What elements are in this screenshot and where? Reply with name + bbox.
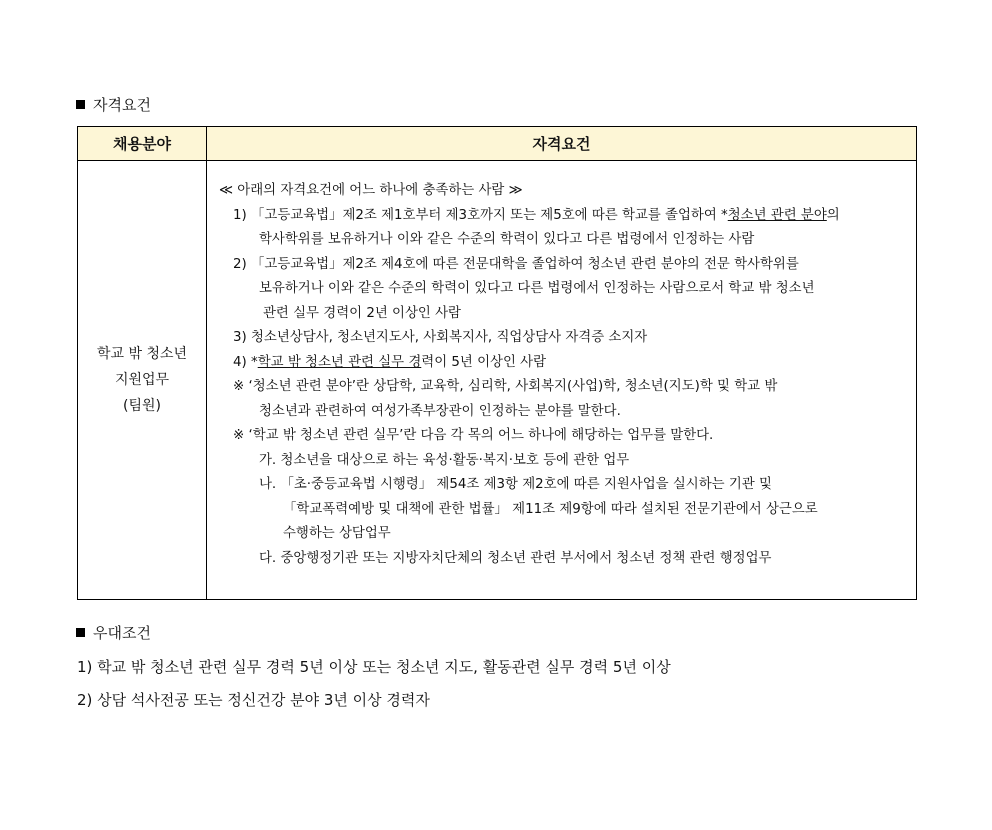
requirements-cell xyxy=(207,161,917,600)
item-2-continuation: 관련 실무 경력이 2년 이상인 사람 xyxy=(263,305,461,321)
preference-heading-text: 우대조건 xyxy=(93,624,151,642)
item-2-continuation: 보유하거나 이와 같은 수준의 학력이 있다고 다른 법령에서 인정하는 사람으로서 학교 밖 청소년 xyxy=(259,281,815,296)
item-1-continuation: 학사학위를 보유하거나 이와 같은 수준의 학력이 있다고 다른 법령에서 인정하는 사람 xyxy=(259,232,755,247)
requirements-table xyxy=(77,126,917,600)
preference-item: 1) 학교 밖 청소년 관련 실무 경력 5년 이상 또는 청소년 지도, 활동관련 실무 경력 5년 이상 xyxy=(77,658,671,676)
note-1-continuation: 청소년과 관련하여 여성가족부장관이 인정하는 분야를 말한다. xyxy=(259,403,621,419)
item-1-text: 1) 「고등교육법」제2조 제1호부터 제3호까지 또는 제5호에 따른 학교를 졸업하여 * xyxy=(233,207,728,223)
table-header-row xyxy=(78,127,917,161)
preference-heading xyxy=(76,623,151,643)
field-line: 지원업무 xyxy=(114,372,170,388)
item-1-line xyxy=(219,204,910,229)
square-bullet-icon xyxy=(76,628,85,637)
item-1-underline: 청소년 관련 분야 xyxy=(727,207,827,223)
sub-item-na: 나. 「초·중등교육법 시행령」 제54조 제3항 제2호에 따른 지원사업을 실시하는 기관 및 xyxy=(259,477,772,492)
preference-item: 2) 상담 석사전공 또는 정신건강 분야 3년 이상 경력자 xyxy=(77,691,430,709)
intro-line: ≪ 아래의 자격요건에 어느 하나에 충족하는 사람 ≫ xyxy=(219,183,523,198)
item-3-line: 3) 청소년상담사, 청소년지도사, 사회복지사, 직업상담사 자격증 소지자 xyxy=(233,330,648,345)
header-requirements: 자격요건 xyxy=(207,127,917,161)
sub-item-na-continuation: 「학교폭력예방 및 대책에 관한 법률」 제11조 제9항에 따라 설치된 전문기관에서 상근으로 xyxy=(283,501,818,517)
sub-item-ga: 가. 청소년을 대상으로 하는 육성·활동·복지·보호 등에 관한 업무 xyxy=(259,452,630,468)
note-1-line: ※ ‘청소년 관련 분야’란 상담학, 교육학, 심리학, 사회복지(사업)학, 청소년(지도)학 및 학교 밖 xyxy=(233,379,778,394)
field-cell xyxy=(78,161,207,600)
note-2-line: ※ ‘학교 밖 청소년 관련 실무’란 다음 각 목의 어느 하나에 해당하는 업무를 말한다. xyxy=(233,428,714,443)
item-4-text: 4) * xyxy=(233,354,258,370)
sub-item-na-continuation: 수행하는 상담업무 xyxy=(283,526,391,541)
square-bullet-icon xyxy=(76,100,85,109)
requirements-heading-text: 자격요건 xyxy=(93,96,151,114)
item-4-underline: 학교 밖 청소년 관련 실무 경 xyxy=(257,354,422,370)
item-1-text-end: 의 xyxy=(826,207,840,223)
field-line: (팀원) xyxy=(123,398,161,414)
item-4-text-end: 력이 5년 이상인 사람 xyxy=(421,354,547,370)
item-4-line xyxy=(219,351,910,376)
sub-item-da: 다. 중앙행정기관 또는 지방자치단체의 청소년 관련 부서에서 청소년 정책 관련 행정업무 xyxy=(259,550,772,566)
field-line: 학교 밖 청소년 xyxy=(96,346,188,362)
requirements-heading xyxy=(76,95,151,115)
item-2-line: 2) 「고등교육법」제2조 제4호에 따른 전문대학을 졸업하여 청소년 관련 분야의 전문 학사학위를 xyxy=(233,256,799,272)
table-row xyxy=(78,161,917,600)
header-field: 채용분야 xyxy=(78,127,207,161)
